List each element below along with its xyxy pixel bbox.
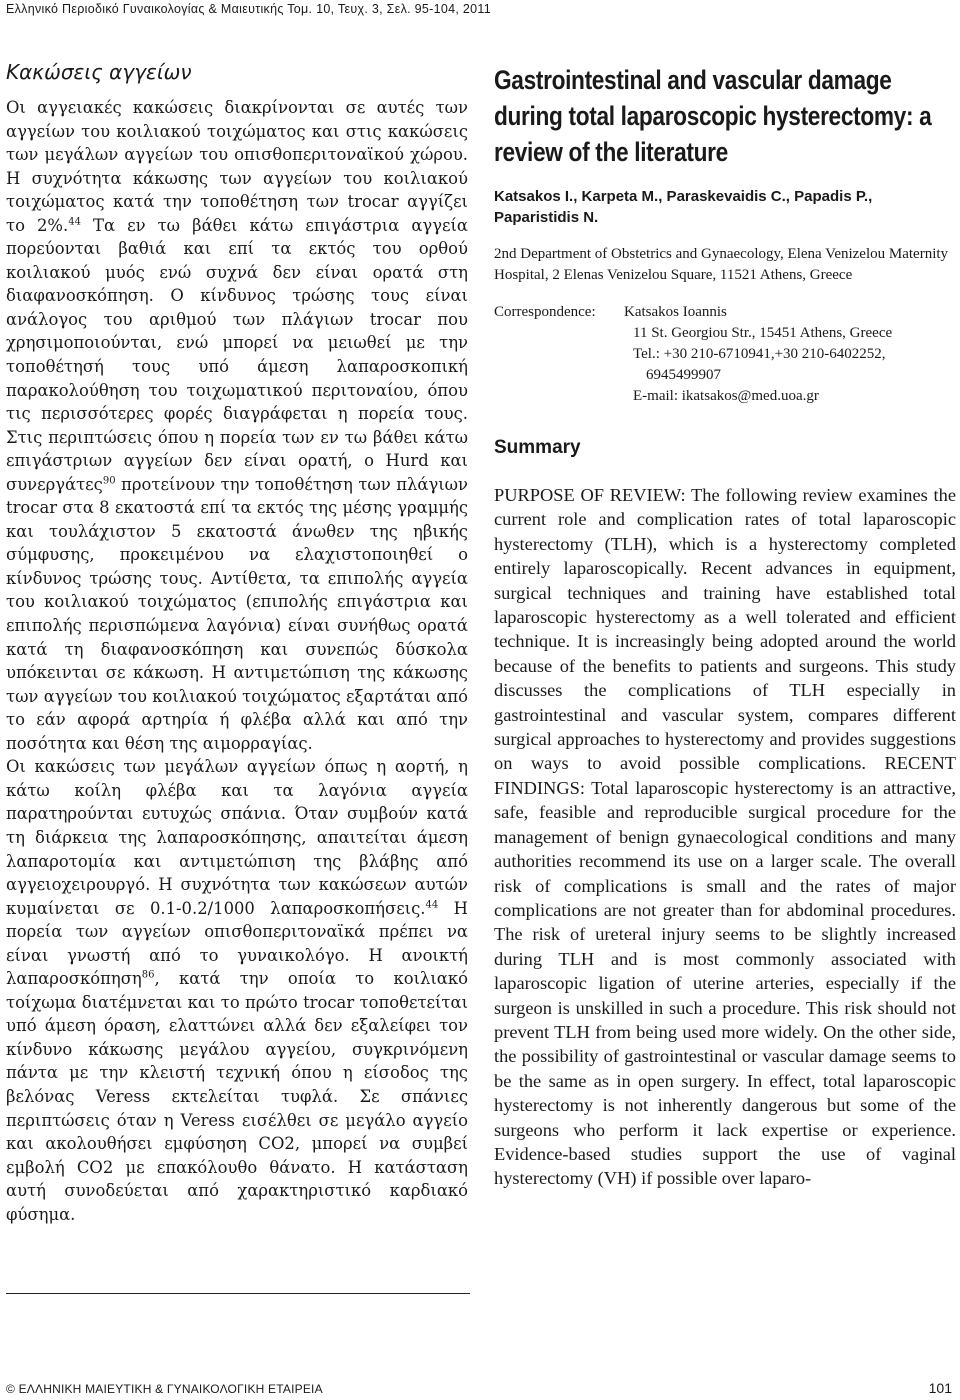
correspondence-tel: Tel.: +30 210-6710941,+30 210-6402252, [633, 346, 886, 362]
correspondence-address: 11 St. Georgiou Str., 15451 Athens, Greece [633, 325, 893, 341]
correspondence-name: Katsakos Ioannis [624, 304, 727, 320]
text-run: προτείνουν την τοποθέτηση των πλάγιων trocar στα 8 εκατοστά επί τα εκτός της μέσης γραμμής και τουλάχιστον 5 εκατοστά άνωθεν της ηβικής σύμφυσης, προκειμένου να ελαχιστοποιηθεί ο κίνδυνος τρώσης τους. Αντίθετα, τα επιπολής αγγεία του κοιλιακού τοιχώματος (επιπολής επιγάστρια και επιπολής περισπώμενα λαγόνια) είναι συνήθως ορατά κατά τη διαφανοσκόπηση και συνεπώς δύσκολα υπόκεινται σε κάκωση. Η αντιμετώπιση της κάκωσης των αγγείων του κοιλιακού τοιχώματος εξαρτάται από το εάν αφορά αρτηρία ή φλέβα αλλά και από την ποσότητα και θέση της αιμορραγίας. [6, 474, 468, 753]
text-run: Οι αγγειακές κακώσεις διακρίνονται σε αυτές των αγγείων του κοιλιακού τοιχώματος και στις κακώσεις των μεγάλων αγγείων του οπισθοπεριτοναϊκού χώρου. Η συχνότητα κάκωσης των αγγείων του κοιλιακού τοιχώματος κατά την τοποθέτηση των trocar αγγίζει το 2%. [6, 98, 468, 235]
text-run: Η πορεία των αγγείων οπισθοπεριτοναϊκά πρέπει να είναι γνωστή από το γυναικολόγο. Η ανοικτή λαπαροσκόπηση [6, 898, 468, 989]
left-column [6, 60, 468, 1226]
footer-copyright: © ΕΛΛΗΝΙΚΗ ΜΑΙΕΥΤΙΚΗ & ΓΥΝΑΙΚΟΛΟΓΙΚΗ ΕΤΑΙΡΕΙΑ [6, 1382, 323, 1396]
affiliation: 2nd Department of Obstetrics and Gynaecology, Elena Venizelou Maternity Hospital, 2 Elenas Venizelou Square, 11521 Athens, Greece [494, 246, 949, 283]
article-title: Gastrointestinal and vascular damage during total laparoscopic hysterectomy: a review of the literature [494, 65, 932, 167]
citation-ref: 44 [68, 216, 81, 228]
running-header: Ελληνικό Περιοδικό Γυναικολογίας & Μαιευτικής Τομ. 10, Τευχ. 3, Σελ. 95-104, 2011 [6, 2, 492, 16]
footnote-divider [6, 1293, 470, 1294]
right-column [494, 62, 956, 1191]
text-run: Τα εν τω βάθει κάτω επιγάστρια αγγεία πορεύονται βαθιά και επί τα εκτός του ορθού κοιλιακού μυός ενώ συχνά δεν είναι ορατά στη διαφανοσκόπηση. Ο κίνδυνος τρώσης τους είναι ανάλογος του αριθμού των πλάγιων trocar που χρησιμοποιούνται, ενώ μπορεί να μειωθεί με την τοποθέτησή τους υπό άμεση λαπαροσκοπική παρακολούθηση του τοιχωματικού περιτοναίου, όπου τις περισσότερες φορές διαγράφεται η πορεία τους. Στις περιπτώσεις όπου η πορεία των εν τω βάθει κάτω επιγάστριων αγγείων δεν είναι ορατή, ο Hurd και συνεργάτες [6, 215, 468, 494]
body-paragraph-1 [6, 96, 468, 755]
page-number: 101 [928, 1380, 952, 1396]
correspondence-mobile: 6945499907 [646, 367, 721, 383]
author-list: Katsakos I., Karpeta M., Paraskevaidis C., Papadis P., Paparistidis N. [494, 188, 873, 226]
citation-ref: 86 [141, 969, 155, 981]
citation-ref: 44 [425, 899, 439, 911]
body-paragraph-2 [6, 755, 468, 1226]
correspondence-email: E-mail: ikatsakos@med.uoa.gr [633, 388, 819, 404]
summary-heading: Summary [494, 437, 581, 458]
section-title: Κακώσεις αγγείων [6, 60, 192, 84]
correspondence-block [494, 302, 956, 407]
text-run: Οι κακώσεις των μεγάλων αγγείων όπως η αορτή, η κάτω κοίλη φλέβα και τα λαγόνια αγγεία παρατηρούνται ευτυχώς σπάνια. Όταν συμβούν κατά τη διάρκεια της λαπαροσκόπησης, απαιτείται άμεση λαπαροτομία και αντιμετώπιση της βλάβης από αγγειοχειρουργό. Η συχνότητα των κακώσεων αυτών κυμαίνεται σε 0.1-0.2/1000 λαπαροσκοπήσεις. [6, 757, 468, 918]
correspondence-label: Correspondence: [494, 304, 596, 320]
section-body [6, 96, 468, 1226]
summary-text: PURPOSE OF REVIEW: The following review examines the current role and complication rates of total laparoscopic hysterectomy (TLH), which is a hysterectomy completed entirely laparoscopically. Recent advances in equipment, surgical techniques and training have established total laparoscopic hysterectomy as a well tolerated and efficient technique. It is increasingly being adopted around the world because of the benefits to patients and surgeons. This study discusses the complications of TLH especially in gastrointestinal and vascular system, compares different surgical approaches to hysterectomy and provides suggestions on ways to avoid possible complications. RECENT FINDINGS: Total laparoscopic hysterectomy is an attractive, safe, feasible and reproducible surgical procedure for the management of benign gynaecological conditions and many authorities recommend its use on a larger scale. The overall risk of complications is small and the rates of major complications are not greater than for abdominal procedures. The risk of ureteral injury seems to be slightly increased during TLH and is most commonly associated with laparoscopic ligation of uterine arteries, especially if the surgeon is unskilled in such a procedure. This risk should not prevent TLH from being used more widely. On the other side, the possibility of gastrointestinal or vascular damage seems to be the same as in open surgery. In effect, total laparoscopic hysterectomy is not inherently dangerous but some of the surgeons who perform it lack expertise or experience. Evidence-based studies support the use of vaginal hysterectomy (VH) if possible over laparo- [494, 485, 956, 1189]
text-run: , κατά την οποία το κοιλιακό τοίχωμα διατέμνεται και το πρώτο trocar τοποθετείται υπό άμεση όραση, ελαττώνει αλλά δεν εξαλείφει τον κίνδυνο κάκωσης μεγάλου αγγείου, συγκρινόμενη πάντα με την κλειστή τεχνική όπου η είσοδος της βελόνας Veress εκτελείται τυφλά. Σε σπάνιες περιπτώσεις όταν η Veress εισέλθει σε μεγάλο αγγείο και ακολουθήσει εμφύσηση CO2, μπορεί να συμβεί εμβολή CO2 με επακόλουθο θάνατο. Η κατάσταση αυτή συνοδεύεται από χαρακτηριστικό καρδιακό φύσημα. [6, 969, 468, 1224]
citation-ref: 90 [102, 475, 116, 487]
